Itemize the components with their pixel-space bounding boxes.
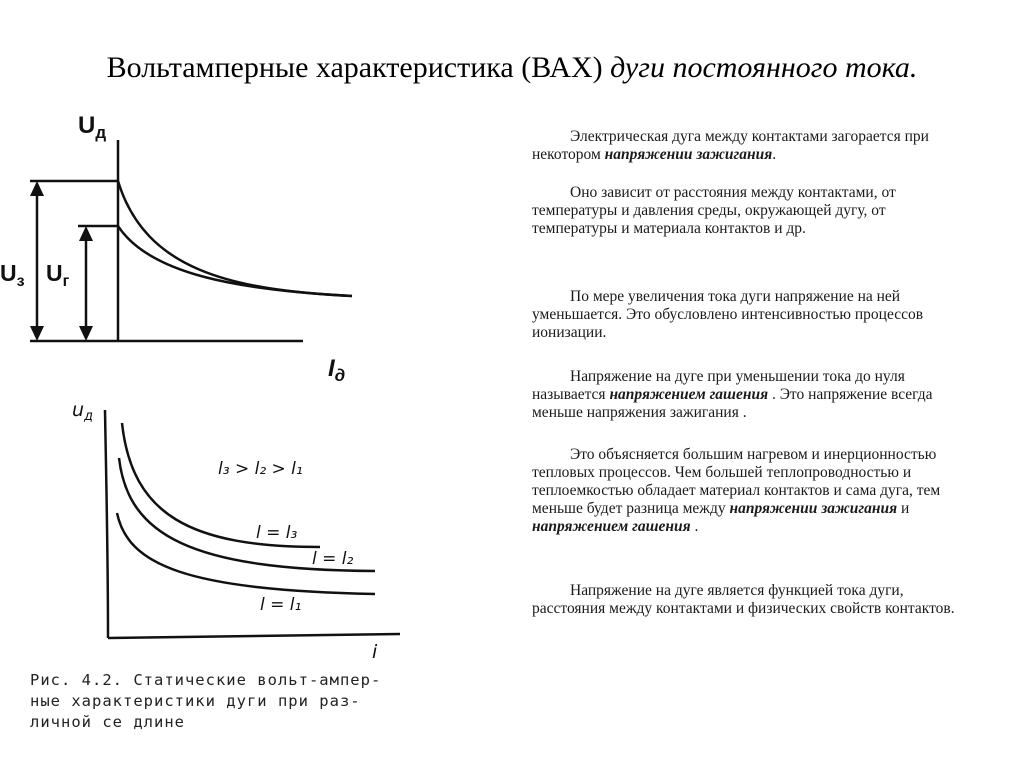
y-axis-label bbox=[78, 112, 106, 142]
extinction-label-main: U bbox=[46, 260, 63, 286]
term-extinction-voltage: напряжением гашения bbox=[532, 518, 691, 535]
p6-text: Напряжение на дуге является функцией тока дуги, расстояния между контактами и физических свойств контактов. bbox=[532, 582, 955, 617]
caption-line: Рис. 4.2. Статические вольт-ампер- bbox=[30, 671, 382, 689]
x-axis-label-main: I bbox=[328, 355, 335, 382]
p5-end: . bbox=[690, 518, 699, 535]
ignition-label-main: U bbox=[0, 260, 17, 286]
paragraph-current-increase bbox=[532, 288, 972, 342]
curve-label-l3: l = l₃ bbox=[256, 523, 298, 543]
y-axis bbox=[105, 410, 108, 638]
y-axis-label bbox=[72, 399, 93, 424]
x-axis bbox=[108, 634, 400, 638]
extinction-voltage-label bbox=[46, 260, 70, 290]
p2-text: Оно зависит от расстояния между контактами, от температуры и давления среды, окружающей дугу, от температуры и материала контактов и др. bbox=[532, 184, 896, 237]
term-ignition-voltage: напряжении зажигания bbox=[604, 146, 773, 163]
y-axis-label-main: u bbox=[72, 399, 85, 421]
ignition-arrow-bottom bbox=[30, 326, 44, 341]
extinction-label-sub: г bbox=[62, 273, 70, 290]
p5-text: Это объясняется большим нагревом и инерционностью тепловых процессов. Чем большей теплопроводностью и теплоемкостью обладает материал контактов и сама дуга, тем меньше будет разница между bbox=[532, 446, 941, 517]
vac-diagram bbox=[0, 100, 380, 390]
y-axis-label-sub: д bbox=[84, 409, 94, 424]
figure-caption bbox=[30, 670, 470, 733]
extinction-arrow-top bbox=[79, 226, 93, 241]
y-axis-label-sub: д bbox=[95, 123, 107, 142]
paragraph-function bbox=[532, 582, 972, 618]
x-axis-label: i bbox=[372, 641, 378, 660]
p4-end: . Это напряжение всегда меньше напряжения зажигания . bbox=[532, 386, 933, 421]
curve-label-l1: l = l₁ bbox=[260, 595, 302, 615]
length-relation: l₃ > l₂ > l₁ bbox=[218, 459, 303, 479]
ignition-arrow-top bbox=[30, 181, 44, 196]
extinction-arrow-bottom bbox=[79, 326, 93, 341]
paragraph-ignition bbox=[532, 128, 972, 164]
paragraph-extinction bbox=[532, 368, 972, 422]
x-axis-label bbox=[328, 355, 345, 385]
title-italic: дуги постоянного тока. bbox=[610, 51, 918, 84]
static-vac-diagram bbox=[20, 390, 440, 660]
slide-title bbox=[0, 48, 1024, 88]
term-ignition-voltage: напряжении зажигания bbox=[729, 500, 898, 517]
caption-line: ные характеристики дуги при раз- bbox=[30, 692, 361, 710]
p1-end: . bbox=[772, 146, 777, 163]
p1-text: Электрическая дуга между контактами загорается при некотором bbox=[532, 128, 929, 163]
caption-line: личной се длине bbox=[30, 713, 185, 731]
ignition-label-sub: з bbox=[16, 273, 25, 290]
paragraph-explanation bbox=[532, 446, 972, 536]
y-axis-label-main: U bbox=[78, 112, 96, 139]
curve-label-l2: l = l₂ bbox=[312, 549, 354, 569]
x-axis-label-sub: д bbox=[334, 366, 346, 385]
upper-curve bbox=[118, 181, 352, 296]
term-extinction-voltage: напряжением гашения bbox=[609, 386, 769, 403]
p5-mid: и bbox=[897, 500, 910, 517]
p4-text: Напряжение на дуге при уменьшении тока до нуля называется bbox=[532, 368, 905, 403]
p3-text: По мере увеличения тока дуги напряжение на ней уменьшается. Это обусловлено интенсивностью процессов ионизации. bbox=[532, 288, 924, 341]
title-normal: Вольтамперные характеристика (ВАХ) bbox=[106, 51, 603, 84]
lower-curve bbox=[118, 226, 352, 296]
ignition-voltage-label bbox=[0, 260, 25, 290]
paragraph-dependencies bbox=[532, 184, 972, 238]
